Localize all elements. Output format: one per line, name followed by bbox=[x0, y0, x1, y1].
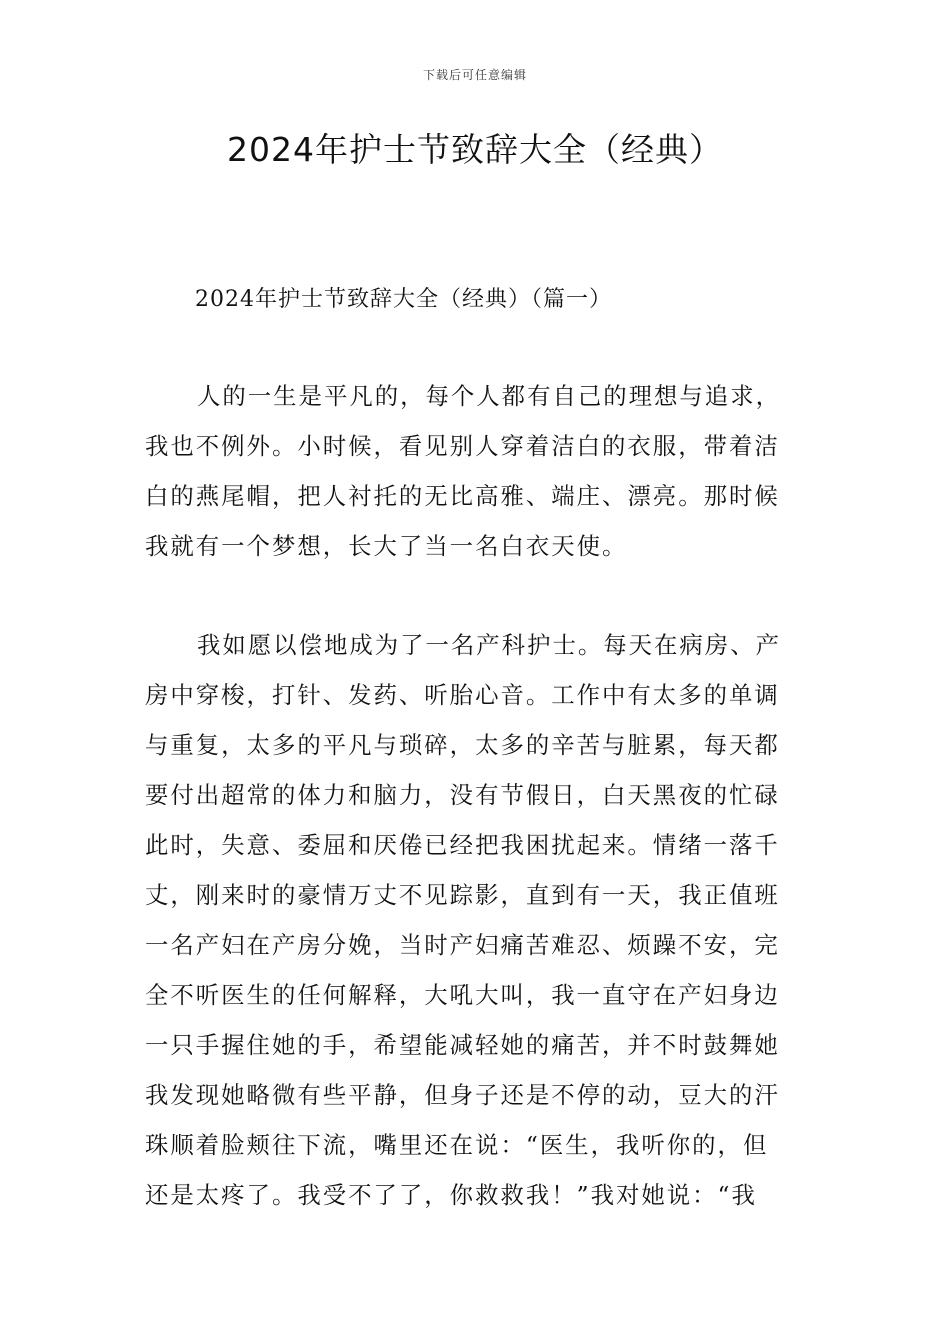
paragraph-line: 一名产妇在产房分娩，当时产妇痛苦难忍、烦躁不安，完 bbox=[145, 931, 780, 959]
paragraph-line: 我也不例外。小时候，看见别人穿着洁白的衣服，带着洁 bbox=[145, 432, 780, 460]
paragraph-1 bbox=[145, 371, 825, 571]
paragraph-line: 要付出超常的体力和脑力，没有节假日，白天黑夜的忙碌 bbox=[145, 781, 780, 809]
section-heading: 2024年护士节致辞大全（经典）（篇一） bbox=[195, 287, 612, 312]
paragraph-2 bbox=[145, 620, 825, 1220]
paragraph-line: 丈，刚来时的豪情万丈不见踪影，直到有一天，我正值班 bbox=[145, 881, 780, 909]
paragraph-line: 此时，失意、委屈和厌倦已经把我困扰起来。情绪一落千 bbox=[145, 831, 780, 859]
paragraph-line: 人的一生是平凡的，每个人都有自己的理想与追求， bbox=[197, 382, 781, 410]
header-note: 下载后可任意编辑 bbox=[422, 68, 527, 82]
paragraph-line: 与重复，太多的平凡与琐碎，太多的辛苦与脏累，每天都 bbox=[145, 731, 780, 759]
paragraph-line: 一只手握住她的手，希望能减轻她的痛苦，并不时鼓舞她 bbox=[145, 1031, 780, 1059]
paragraph-line: 还是太疼了。我受不了了，你救救我！”我对她说：“我 bbox=[145, 1181, 757, 1209]
paragraph-line: 珠顺着脸颊往下流，嘴里还在说：“医生，我听你的，但 bbox=[145, 1131, 769, 1159]
document-title: 2024年护士节致辞大全（经典） bbox=[227, 130, 723, 169]
paragraph-line: 我如愿以偿地成为了一名产科护士。每天在病房、产 bbox=[197, 631, 781, 659]
paragraph-line: 房中穿梭，打针、发药、听胎心音。工作中有太多的单调 bbox=[145, 681, 780, 709]
paragraph-line: 我发现她略微有些平静，但身子还是不停的动，豆大的汗 bbox=[145, 1081, 780, 1109]
paragraph-line: 白的燕尾帽，把人衬托的无比高雅、端庄、漂亮。那时候 bbox=[145, 482, 780, 510]
paragraph-line: 我就有一个梦想，长大了当一名白衣天使。 bbox=[145, 532, 628, 560]
paragraph-line: 全不听医生的任何解释，大吼大叫，我一直守在产妇身边 bbox=[145, 981, 780, 1009]
